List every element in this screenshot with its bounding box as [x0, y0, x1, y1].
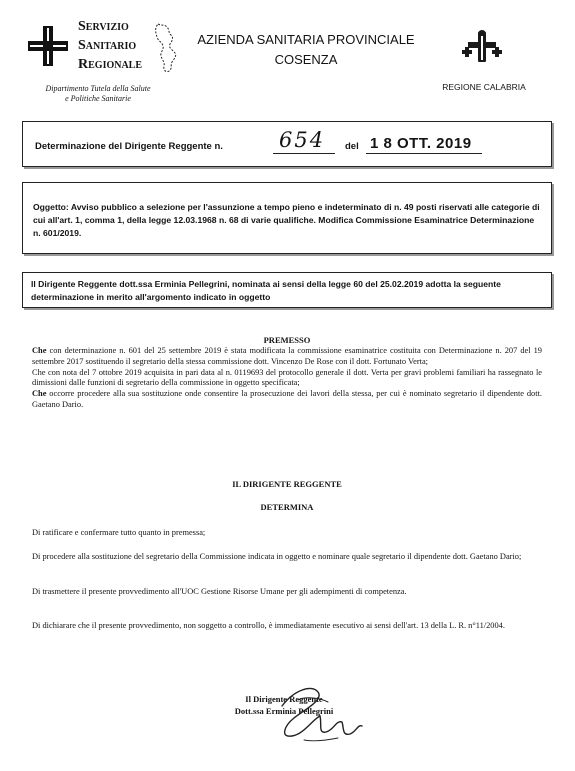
premesso-paragraph-2: Che con nota del 7 ottobre 2019 acquisita in pari data al n. 0119693 del protocollo generale il dott. Verta per gravi problemi familiari ha rassegnato le dimissioni dalle funzioni di segretario della commissione in oggetto specificata; [32, 367, 542, 388]
number-line [273, 153, 335, 154]
determination-box [22, 121, 552, 167]
region-calabria-emblem-icon [458, 28, 506, 70]
asp-title-line-1: AZIENDA SANITARIA PROVINCIALE [197, 32, 415, 47]
premesso-heading: PREMESSO [263, 335, 311, 345]
determina-item-2: Di procedere alla sostituzione del segretario della Commissione indicata in oggetto e nominare quale segretario il dipendente dott. Gaetano Dario; [32, 552, 522, 561]
ssr-line-1: SERVIZIO [78, 19, 129, 34]
director-text: Il Dirigente Reggente dott.ssa Erminia Pellegrini, nominata ai sensi della legge 60 del 25.02.2019 adotta la seguente determinazione in merito all'argomento indicato in oggetto [31, 279, 501, 302]
determina-heading: DETERMINA [260, 502, 314, 512]
department-line-2: e Politiche Sanitarie [65, 94, 131, 103]
del-label: del [345, 141, 359, 152]
determina-item-4: Di dichiarare che il presente provvedimento, non soggetto a controllo, è immediatamente esecutivo ai sensi dell'art. 13 della L. R. n°11/2004. [32, 621, 505, 630]
subject-text: Oggetto: Avviso pubblico a selezione per l'assunzione a tempo pieno e indeterminato di n. 49 posti riservati alle categorie di cui all'art. 1, comma 1, della legge 12.03.1968 n. 68 di varie qualifiche. Modifica Commissione Esaminatrice Determinazione n. 601/2019. [33, 202, 540, 238]
department-caption [18, 84, 178, 104]
ssr-cross-logo [28, 26, 68, 66]
signature-title: Il Dirigente Reggente [245, 694, 323, 704]
signature-name: Dott.ssa Erminia Pellegrini [234, 706, 334, 716]
calabria-map-icon [150, 22, 184, 74]
ssr-line-2: SANITARIO [78, 38, 137, 53]
determina-item-1: Di ratificare e confermare tutto quanto in premessa; [32, 528, 206, 537]
determination-label: Determinazione del Dirigente Reggente n. [35, 141, 223, 152]
region-name: REGIONE CALABRIA [442, 82, 526, 92]
department-line-1: Dipartimento Tutela della Salute [45, 84, 151, 93]
asp-title [188, 30, 424, 70]
determination-number: 654 [279, 128, 326, 152]
determina-item-3: Di trasmettere il presente provvedimento all'UOC Gestione Risorse Umane per gli adempimenti di competenza. [32, 587, 407, 596]
subject-box [22, 182, 552, 254]
asp-title-line-2: COSENZA [274, 52, 338, 67]
date-line [366, 153, 482, 154]
premesso-paragraph-3: Che occorre procedere alla sua sostituzione onde consentire la prosecuzione dei lavori della stessa, per cui è nominato segretario il dipendente dott. Gaetano Dario. [32, 389, 542, 409]
ssr-line-3: REGIONALE [78, 57, 143, 72]
determination-date-stamp: 1 8 OTT. 2019 [370, 135, 472, 152]
premesso-body [32, 346, 542, 411]
il-dirigente-heading: IL DIRIGENTE REGGENTE [232, 479, 342, 489]
ssr-wordmark [78, 18, 142, 75]
handwritten-signature [258, 676, 368, 756]
premesso-paragraph-1: Che con determinazione n. 601 del 25 settembre 2019 è stata modificata la commissione esaminatrice costituita con Determinazione n. 207 del 19 settembre 2017 sostituendo il segretario della stessa commissione dott. Vincenzo De Rose con il dott. Fortunato Verta; [32, 346, 542, 366]
director-box [22, 272, 552, 308]
